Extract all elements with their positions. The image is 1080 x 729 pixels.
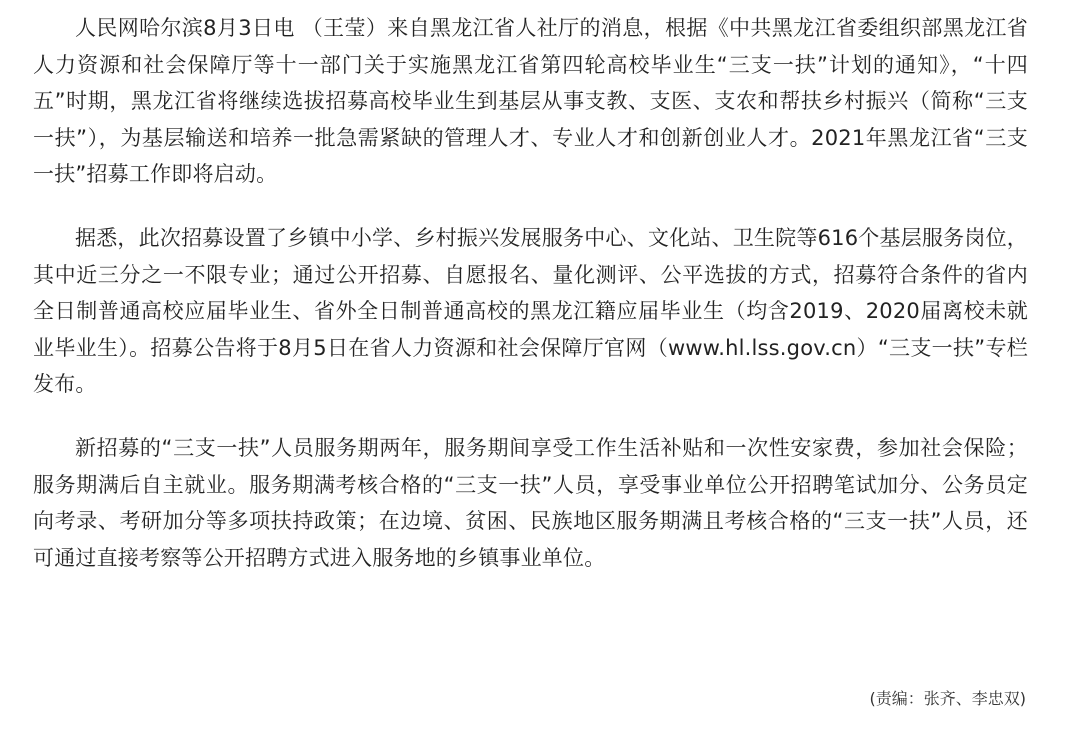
article-body bbox=[33, 10, 1028, 603]
article-paragraph-1: 人民网哈尔滨8月3日电 （王莹）来自黑龙江省人社厅的消息，根据《中共黑龙江省委组织部黑龙江省人力资源和社会保障厅等十一部门关于实施黑龙江省第四轮高校毕业生“三支一扶”计划的通知》，“十四五”时期，黑龙江省将继续选拔招募高校毕业生到基层从事支教、支医、支农和帮扶乡村振兴（简称“三支一扶”），为基层输送和培养一批急需紧缺的管理人才、专业人才和创新创业人才。2021年黑龙江省“三支一扶”招募工作即将启动。 bbox=[33, 16, 1028, 187]
article-paragraph-2: 据悉，此次招募设置了乡镇中小学、乡村振兴发展服务中心、文化站、卫生院等616个基层服务岗位，其中近三分之一不限专业；通过公开招募、自愿报名、量化测评、公平选拔的方式，招募符合条件的省内全日制普通高校应届毕业生、省外全日制普通高校的黑龙江籍应届毕业生（均含2019、2020届离校未就业毕业生）。招募公告将于8月5日在省人力资源和社会保障厅官网（www.hl.lss.gov.cn）“三支一扶”专栏发布。 bbox=[33, 225, 1028, 397]
article-paragraph-3: 新招募的“三支一扶”人员服务期两年，服务期间享受工作生活补贴和一次性安家费，参加社会保险；服务期满后自主就业。服务期满考核合格的“三支一扶”人员，享受事业单位公开招聘笔试加分、公务员定向考录、考研加分等多项扶持政策；在边境、贫困、民族地区服务期满且考核合格的“三支一扶”人员，还可通过直接考察等公开招聘方式进入服务地的乡镇事业单位。 bbox=[33, 435, 1028, 570]
editor-credit: (责编：张齐、李忠双) bbox=[869, 689, 1026, 708]
